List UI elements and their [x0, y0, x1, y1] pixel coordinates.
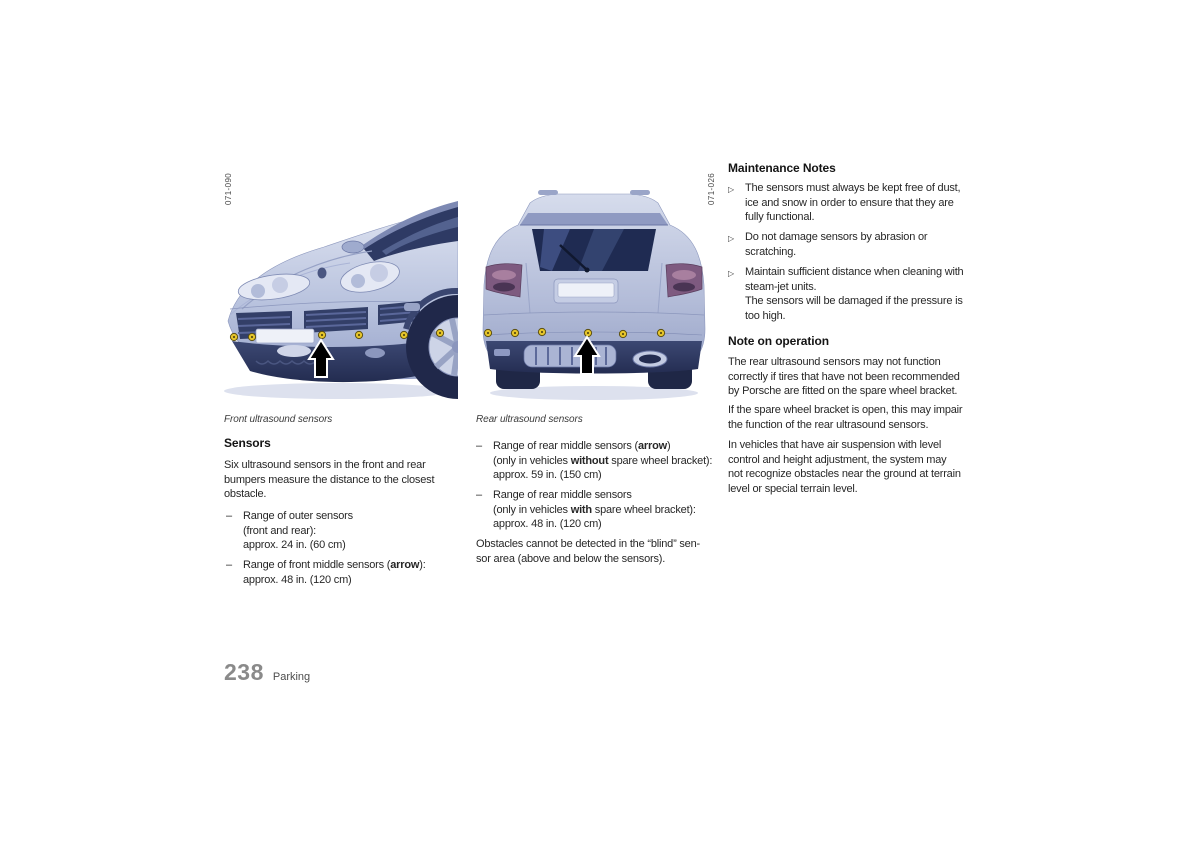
- sensors-item-1: [226, 509, 353, 553]
- section-label: Parking: [272, 671, 311, 683]
- headlight-lens: [351, 274, 365, 288]
- triangle-bullet-icon: ▷: [728, 234, 734, 243]
- item-line: Range of rear middle sensors (arrow): [493, 440, 671, 452]
- front-caption: Front ultrasound sensors: [224, 414, 333, 425]
- dash-marker: –: [226, 510, 232, 522]
- taillight-lens: [672, 270, 696, 280]
- item-line: (only in vehicles without spare wheel bracket):: [493, 454, 713, 467]
- operation-heading: Note on operation: [728, 334, 829, 348]
- front-figure-code: 071-090: [224, 172, 233, 205]
- item-line: Range of front middle sensors (arrow):: [243, 559, 426, 571]
- reflector: [494, 349, 510, 356]
- rear-item-1: [476, 439, 712, 483]
- maintenance-note-1: [728, 181, 960, 225]
- item-lines: [493, 488, 696, 532]
- triangle-bullet-icon: ▷: [728, 269, 734, 278]
- item-line: approx. 48 in. (120 cm): [493, 518, 602, 530]
- note-lines: Maintain sufficient distance when cleaning with steam-jet units. The sensors will be damaged if the pressure is too high.: [745, 266, 964, 322]
- item-lines: [493, 439, 712, 483]
- rear-caption: Rear ultrasound sensors: [476, 414, 583, 425]
- side-mirror: [342, 241, 364, 253]
- hood-crest: [318, 268, 327, 279]
- skid-plate: [524, 345, 616, 367]
- dash-marker: –: [476, 489, 482, 501]
- taillight-lens: [492, 270, 516, 280]
- maintenance-note-2: [728, 230, 927, 259]
- triangle-bullet-icon: ▷: [728, 185, 734, 194]
- note-lines: The sensors must always be kept free of dust, ice and snow in order to ensure that they are fully functional.: [745, 182, 961, 223]
- item-line: Range of rear middle sensors: [493, 489, 632, 501]
- operation-paragraph-3: In vehicles that have air suspension with level control and height adjustment, the system may not recognize obstacles near the ground at terrain level or special terrain level.: [728, 439, 961, 495]
- fog-light: [365, 348, 385, 358]
- spoiler: [520, 213, 668, 225]
- license-plate: [558, 283, 614, 297]
- exhaust-bore: [639, 355, 661, 364]
- maintenance-note-3: [728, 265, 963, 323]
- headlight-lens: [272, 277, 288, 293]
- sensors-item-2: [226, 558, 426, 587]
- page-footer: [224, 659, 310, 686]
- taillight-lens: [673, 283, 695, 292]
- dash-marker: –: [226, 559, 232, 571]
- dash-marker: –: [476, 440, 482, 452]
- tow-cover: [277, 345, 311, 357]
- roof-rail: [630, 190, 650, 195]
- license-plate: [256, 329, 314, 343]
- sensors-intro: Six ultrasound sensors in the front and rear bumpers measure the distance to the closest obstacle.: [224, 459, 435, 500]
- rear-item-2: [476, 488, 696, 532]
- front-figure: [222, 163, 458, 403]
- item-lines: [243, 558, 426, 587]
- note-lines: Do not damage sensors by abrasion or scratching.: [745, 231, 928, 258]
- rear-outro: Obstacles cannot be detected in the “blind” sen- sor area (above and below the sensors).: [476, 538, 700, 565]
- front-car-illustration: [222, 163, 458, 403]
- roof-rail: [538, 190, 558, 195]
- rear-figure: [474, 163, 720, 403]
- item-line: approx. 48 in. (120 cm): [243, 573, 352, 586]
- item-lines: Range of outer sensors (front and rear): approx. 24 in. (60 cm): [243, 510, 353, 551]
- item-line: approx. 59 in. (150 cm): [493, 469, 602, 481]
- page-number: 238: [224, 659, 264, 685]
- wiper-pivot: [585, 268, 590, 273]
- ground-shadow: [224, 383, 452, 399]
- operation-paragraph-2: If the spare wheel bracket is open, this may impair the function of the rear ultrasound sensors.: [728, 404, 963, 431]
- sensors-heading: Sensors: [224, 436, 271, 450]
- lower-bumper: [232, 341, 428, 382]
- maintenance-heading: Maintenance Notes: [728, 161, 836, 175]
- rear-car-illustration: [474, 163, 714, 403]
- operation-paragraph-1: The rear ultrasound sensors may not function correctly if tires that have not been recommended by Porsche are fitted on the spare wheel bracket.: [728, 356, 960, 397]
- item-line: (only in vehicles with spare wheel bracket):: [493, 503, 696, 516]
- rear-figure-code: 071-026: [707, 172, 716, 205]
- headlight-lens: [251, 284, 265, 298]
- side-marker: [404, 303, 420, 311]
- taillight-lens: [493, 283, 515, 292]
- headlight-lens: [370, 264, 388, 282]
